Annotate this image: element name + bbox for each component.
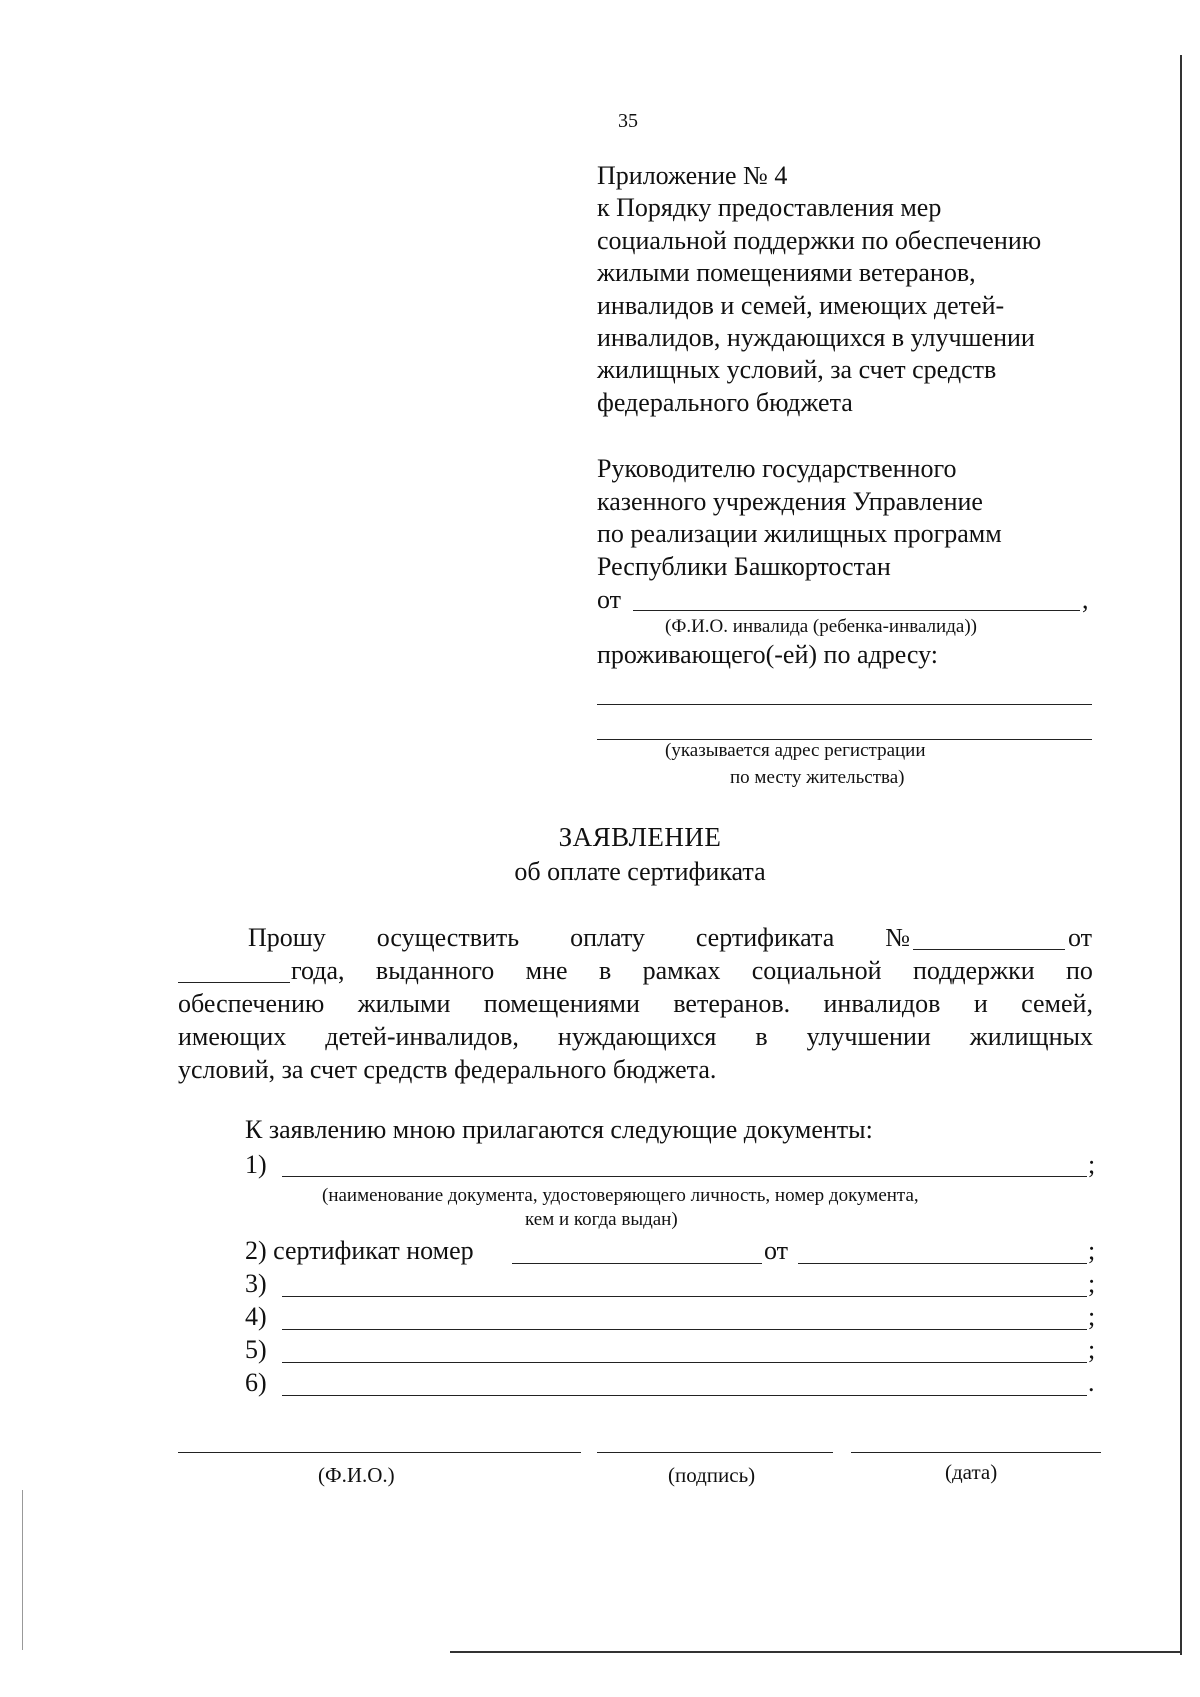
certificate-number-field-2[interactable] <box>512 1263 762 1264</box>
addressee-line: Руководителю государственного <box>597 454 957 483</box>
document-item-1-caption: кем и когда выдан) <box>525 1209 678 1230</box>
document-item-1-label: 1) <box>245 1150 267 1179</box>
residing-label: проживающего(-ей) по адресу: <box>597 640 938 669</box>
addressee-block <box>597 453 1117 583</box>
addressee-line: казенного учреждения Управление <box>597 486 983 516</box>
document-title: ЗАЯВЛЕНИЕ <box>558 822 722 852</box>
signature-fio-field[interactable] <box>178 1452 581 1453</box>
item-period: . <box>1088 1368 1095 1397</box>
certificate-number-field[interactable] <box>913 949 1065 950</box>
word: нуждающихся <box>557 1022 717 1051</box>
certificate-date-field[interactable] <box>178 982 290 983</box>
from-comma: , <box>1082 585 1089 614</box>
applicant-name-caption: (Ф.И.О. инвалида (ребенка-инвалида)) <box>665 616 977 637</box>
paragraph-line-1 <box>248 923 910 953</box>
document-item-6-label: 6) <box>245 1368 267 1397</box>
annex-line: инвалидов, нуждающихся в улучшении <box>597 323 1035 353</box>
word: № <box>885 923 910 952</box>
paragraph-line-3 <box>178 989 1093 1019</box>
annex-line: Приложение № 4 <box>597 161 788 190</box>
certificate-date-field-2[interactable] <box>798 1263 1087 1264</box>
document-item-5-field[interactable] <box>282 1362 1087 1363</box>
word: имеющих <box>178 1022 287 1051</box>
word: жилищных <box>969 1022 1093 1051</box>
annex-heading <box>597 160 1117 419</box>
item-semicolon: ; <box>1088 1236 1096 1265</box>
word: рамках <box>642 956 721 985</box>
document-item-4-field[interactable] <box>282 1329 1087 1330</box>
annex-line: жилищных условий, за счет средств <box>597 355 997 385</box>
address-field-line-1[interactable] <box>597 704 1092 705</box>
word: социальной <box>751 956 882 985</box>
signature-date-caption: (дата) <box>945 1460 998 1484</box>
scan-edge-right <box>1180 55 1182 1655</box>
document-item-5-label: 5) <box>245 1335 267 1364</box>
scan-edge-bottom <box>450 1651 1180 1653</box>
word: осуществить <box>376 923 520 952</box>
from-label: от <box>597 585 622 614</box>
signature-sign-caption: (подпись) <box>668 1463 756 1487</box>
paragraph-line-4 <box>178 1022 1093 1052</box>
annex-line: социальной поддержки по обеспечению <box>597 225 1042 255</box>
word: детей-инвалидов, <box>325 1022 519 1051</box>
word: обеспечению <box>178 989 325 1018</box>
word: помещениями <box>483 989 640 1018</box>
document-item-2-label: 2) сертификат номер <box>245 1236 474 1265</box>
annex-line: жилыми помещениями ветеранов, <box>597 258 976 288</box>
signature-fio-caption: (Ф.И.О.) <box>318 1463 395 1487</box>
from-word: от <box>1068 923 1093 952</box>
item-semicolon: ; <box>1088 1335 1096 1364</box>
page-number: 35 <box>618 110 638 132</box>
word: жилыми <box>357 989 451 1018</box>
document-item-1-field[interactable] <box>282 1176 1087 1177</box>
document-item-6-field[interactable] <box>282 1395 1087 1396</box>
word: инвалидов <box>823 989 941 1018</box>
paragraph-line-5: условий, за счет средств федерального бюджета. <box>178 1055 717 1084</box>
address-caption: (указывается адрес регистрации <box>665 740 926 761</box>
applicant-name-field[interactable] <box>633 610 1080 611</box>
word: сертификата <box>695 923 835 952</box>
word: семей, <box>1021 989 1093 1018</box>
document-item-2-from: от <box>764 1236 789 1265</box>
signature-date-field[interactable] <box>851 1452 1101 1453</box>
word: и <box>973 989 988 1018</box>
document-item-4-label: 4) <box>245 1302 267 1331</box>
word: мне <box>525 956 568 985</box>
addressee-line: Республики Башкортостан <box>597 551 891 581</box>
annex-line: к Порядку предоставления мер <box>597 193 942 223</box>
word: поддержки <box>912 956 1035 985</box>
item-semicolon: ; <box>1088 1150 1096 1179</box>
document-item-3-field[interactable] <box>282 1296 1087 1297</box>
documents-intro: К заявлению мною прилагаются следующие документы: <box>245 1115 873 1144</box>
word: выданного <box>375 956 495 985</box>
word: года, <box>291 956 345 985</box>
item-semicolon: ; <box>1088 1269 1096 1298</box>
word: ветеранов. <box>673 989 791 1018</box>
word: Прошу <box>248 923 326 952</box>
word: в <box>755 1022 768 1051</box>
paragraph-line-2 <box>291 956 1093 986</box>
annex-line: инвалидов и семей, имеющих детей- <box>597 290 1005 320</box>
address-caption: по месту жительства) <box>730 767 905 788</box>
word: оплату <box>570 923 645 952</box>
scan-edge-left <box>22 1490 23 1650</box>
signature-sign-field[interactable] <box>597 1452 833 1453</box>
item-semicolon: ; <box>1088 1302 1096 1331</box>
annex-line: федерального бюджета <box>597 387 853 417</box>
document-subtitle: об оплате сертификата <box>514 857 766 886</box>
word: улучшении <box>806 1022 931 1051</box>
word: по <box>1065 956 1093 985</box>
addressee-line: по реализации жилищных программ <box>597 519 1002 548</box>
document-item-3-label: 3) <box>245 1269 267 1298</box>
document-item-1-caption: (наименование документа, удостоверяющего личность, номер документа, <box>322 1185 919 1206</box>
word: в <box>598 956 612 985</box>
